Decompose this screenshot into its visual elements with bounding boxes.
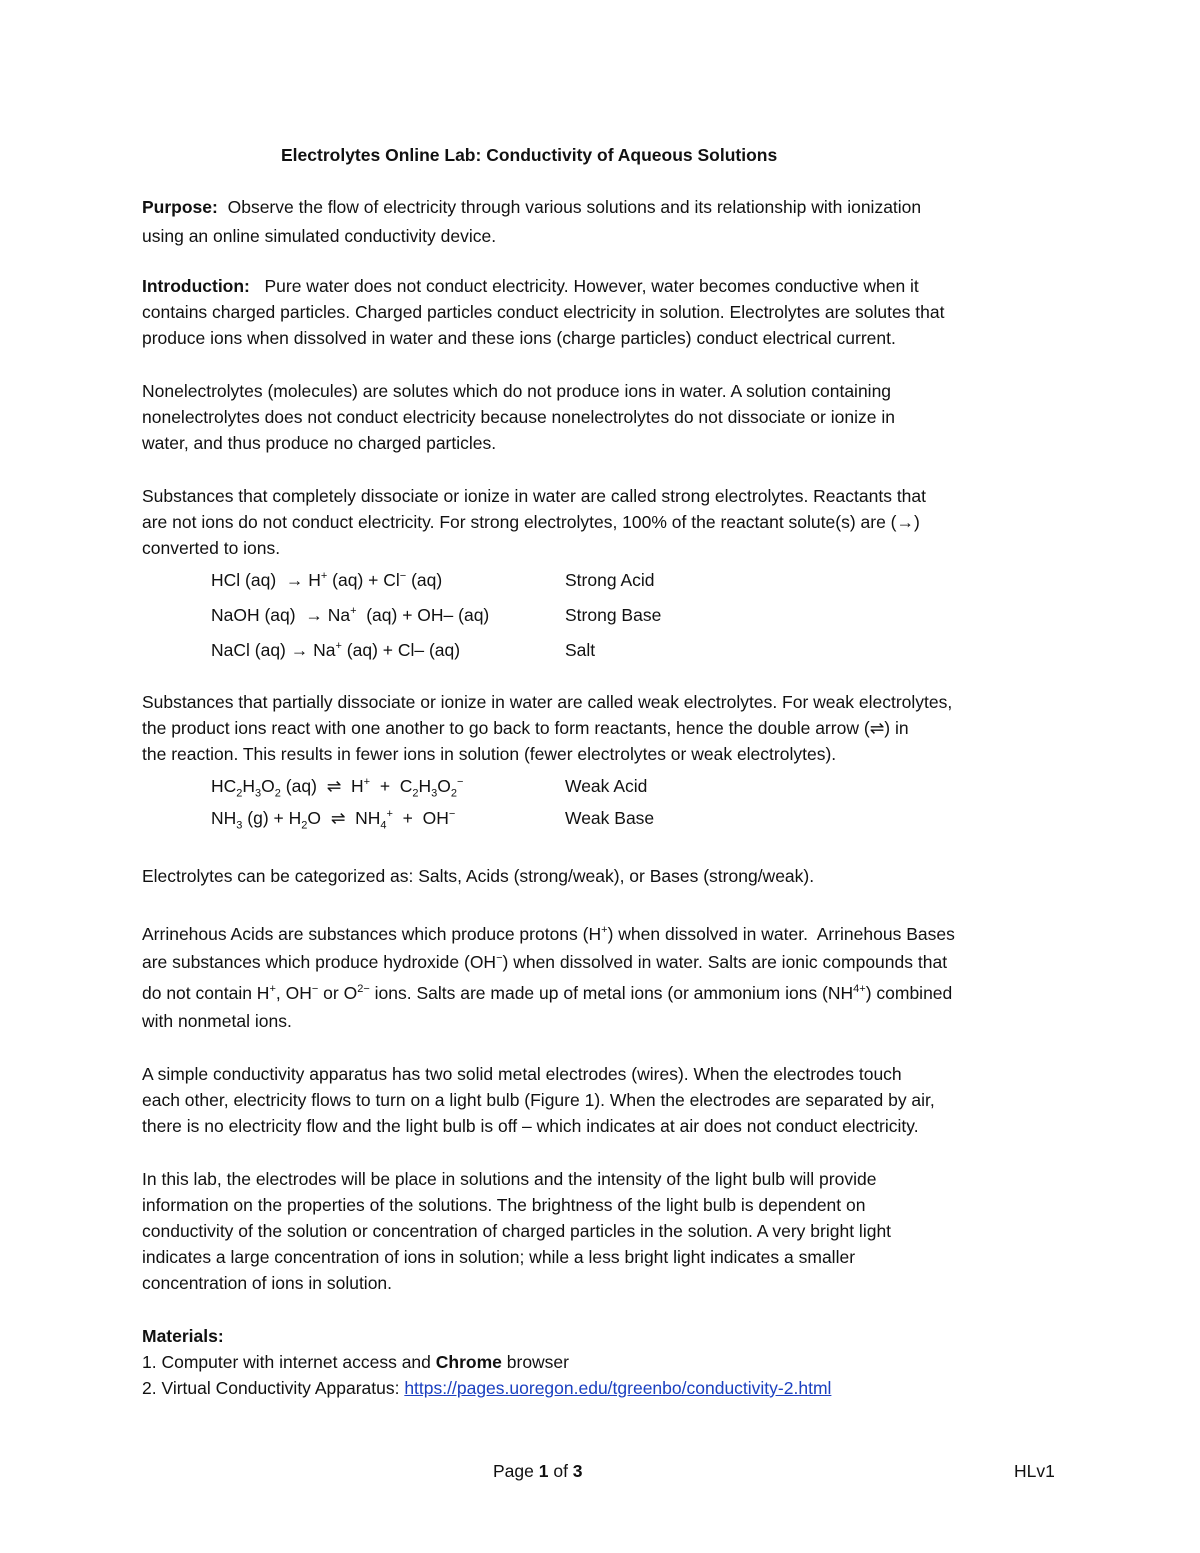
purpose-text: Observe the flow of electricity through various solutions and its relationship with ionization [227, 197, 922, 217]
paragraph-line: are substances which produce hydroxide (OH−) when dissolved in water. Salts are ionic compounds that [142, 952, 948, 972]
version-label: HLv1 [1014, 1461, 1055, 1481]
purpose-label: Purpose: [142, 197, 218, 217]
page-number: Page 1 of 3 [493, 1461, 583, 1481]
paragraph-line: water, and thus produce no charged particles. [142, 433, 497, 453]
materials-item: 2. Virtual Conductivity Apparatus: https://pages.uoregon.edu/tgreenbo/conductivity-2.html [142, 1378, 832, 1398]
paragraph-line: do not contain H+, OH− or $O^{2-}$ ions. Salts are made up of metal ions (or ammonium ions $(NH^{4+})$ combined [142, 983, 953, 1003]
paragraph-line: Arrinehous Acids are substances which produce protons (H+) when dissolved in water. Arrinehous Bases [142, 924, 955, 944]
equation-hcl: HCl (aq) → H+ (aq) + Cl− (aq) [211, 570, 443, 590]
equation-acetic-acid: $HC_2H_3O_2$ (aq) ⇌ $H^+ + C_2H_3O_2^-$ [211, 776, 464, 800]
paragraph-line: each other, electricity flows to turn on a light bulb (Figure 1). When the electrodes are separated by air, [142, 1090, 935, 1110]
paragraph-line: Substances that partially dissociate or ionize in water are called weak electrolytes. For weak electrolytes, [142, 692, 953, 712]
introduction-text: Pure water does not conduct electricity. However, water becomes conductive when it [264, 276, 919, 296]
paragraph-line: A simple conductivity apparatus has two solid metal electrodes (wires). When the electrodes touch [142, 1064, 902, 1084]
materials-item: 1. Computer with internet access and Chrome browser [142, 1352, 569, 1372]
equation-naoh: NaOH (aq) → Na+ (aq) + OH– (aq) [211, 605, 490, 625]
paragraph-line: indicates a large concentration of ions in solution; while a less bright light indicates a smaller [142, 1247, 856, 1267]
introduction-text: produce ions when dissolved in water and these ions (charge particles) conduct electrical current. [142, 328, 896, 348]
paragraph-line: the product ions react with one another to go back to form reactants, hence the double arrow (⇌) in [142, 718, 909, 738]
paragraph-line: nonelectrolytes does not conduct electricity because nonelectrolytes do not dissociate or ionize in [142, 407, 895, 427]
paragraph-line: are not ions do not conduct electricity. For strong electrolytes, 100% of the reactant solute(s) are (→) [142, 512, 920, 532]
paragraph-line: converted to ions. [142, 538, 281, 558]
introduction-label: Introduction: [142, 276, 250, 296]
materials-label: Materials: [142, 1326, 224, 1346]
equation-type: Salt [565, 640, 596, 660]
paragraph-line: Nonelectrolytes (molecules) are solutes which do not produce ions in water. A solution containing [142, 381, 892, 401]
paragraph-line: information on the properties of the solutions. The brightness of the light bulb is dependent on [142, 1195, 866, 1215]
equation-type: Strong Acid [565, 570, 655, 590]
equation-type: Strong Base [565, 605, 662, 625]
categorized-line: Electrolytes can be categorized as: Salts, Acids (strong/weak), or Bases (strong/weak). [142, 866, 815, 886]
purpose-text: using an online simulated conductivity device. [142, 226, 497, 246]
introduction-text: contains charged particles. Charged particles conduct electricity in solution. Electrolytes are solutes that [142, 302, 945, 322]
equation-type: Weak Acid [565, 776, 648, 796]
equation-nacl: NaCl (aq) → Na+ (aq) + Cl– (aq) [211, 640, 461, 660]
equation-type: Weak Base [565, 808, 655, 828]
paragraph-line: with nonmetal ions. [142, 1011, 292, 1031]
paragraph-line: concentration of ions in solution. [142, 1273, 393, 1293]
equation-ammonia: $NH_3$ $(g) + H_2O$ ⇌ $NH_4^+ + OH^-$ [211, 808, 456, 832]
paragraph-line: In this lab, the electrodes will be place in solutions and the intensity of the light bulb will provide [142, 1169, 877, 1189]
paragraph-line: the reaction. This results in fewer ions in solution (fewer electrolytes or weak electrolytes). [142, 744, 837, 764]
conductivity-apparatus-link[interactable]: https://pages.uoregon.edu/tgreenbo/conductivity-2.html [404, 1378, 832, 1398]
paragraph-line: conductivity of the solution or concentration of charged particles in the solution. A very bright light [142, 1221, 892, 1241]
page-title: Electrolytes Online Lab: Conductivity of Aqueous Solutions [281, 145, 778, 165]
paragraph-line: Substances that completely dissociate or ionize in water are called strong electrolytes. Reactants that [142, 486, 927, 506]
paragraph-line: there is no electricity flow and the light bulb is off – which indicates at air does not conduct electricity. [142, 1116, 919, 1136]
